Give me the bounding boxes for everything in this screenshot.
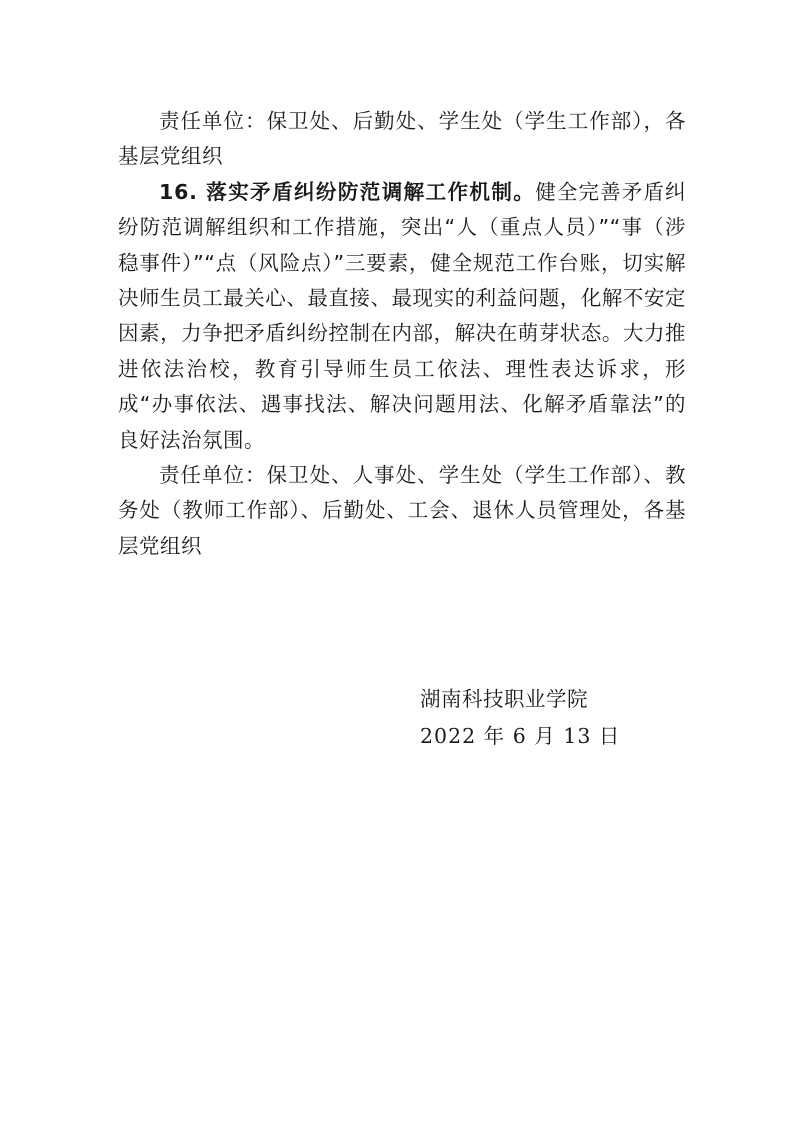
responsibility-paragraph-1	[118, 104, 686, 175]
responsibility-paragraph-2	[118, 458, 686, 564]
signature-block	[420, 681, 680, 755]
issuing-organization: 湖南科技职业学院	[420, 687, 588, 711]
paragraph-text: 健全完善矛盾纠纷防范调解组织和工作措施，突出“人（重点人员）”“事（涉稳事件）”“点（风险点）”三要素，健全规范工作台账，切实解决师生员工最关心、最直接、最现实的利益问题，化解不安定因素，力争把矛盾纠纷控制在内部，解决在萌芽状态。大力推进依法治校，教育引导师生员工依法、理性表达诉求，形成“办事依法、遇事找法、解决问题用法、化解矛盾靠法”的良好法治氛围。	[118, 179, 687, 452]
paragraph-text: 责任单位：保卫处、人事处、学生处（学生工作部）、教务处（教师工作部）、后勤处、工会、退休人员管理处，各基层党组织	[118, 463, 686, 558]
item-16-heading: 16. 落实矛盾纠纷防范调解工作机制。	[159, 179, 536, 204]
item-16-paragraph	[118, 175, 686, 458]
issue-date: 2022 年 6 月 13 日	[420, 724, 621, 748]
document-body	[118, 104, 686, 564]
paragraph-text: 责任单位：保卫处、后勤处、学生处（学生工作部），各基层党组织	[118, 109, 686, 169]
